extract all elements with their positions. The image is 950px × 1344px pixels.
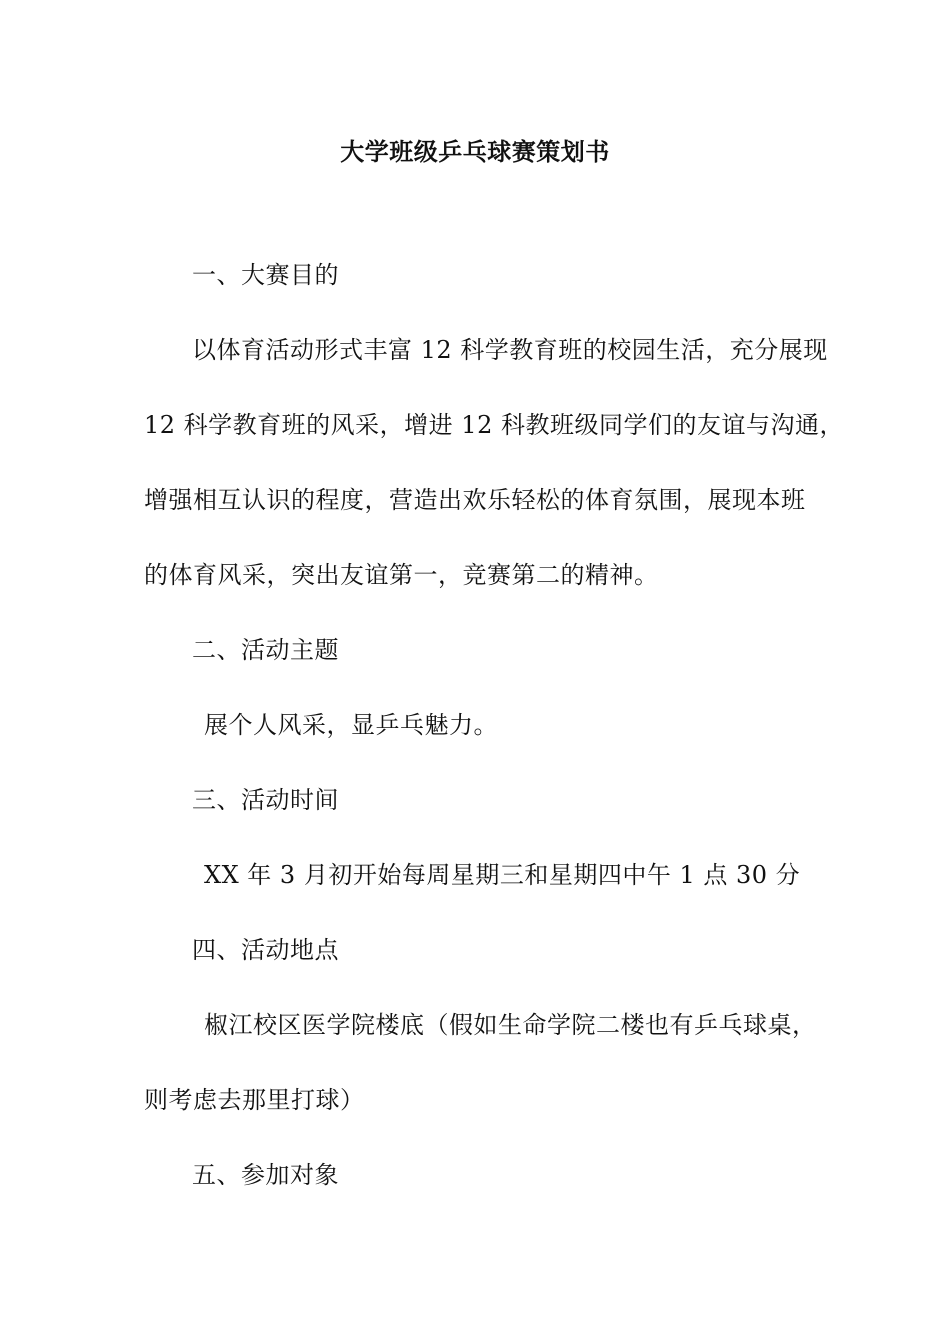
paragraph-line: 展个人风采，显乒乓魅力。 (204, 711, 498, 739)
paragraph-line: 椒江校区医学院楼底（假如生命学院二楼也有乒乓球桌， (204, 1011, 817, 1039)
section-heading-purpose: 一、大赛目的 (192, 261, 339, 289)
section-heading-participants: 五、参加对象 (192, 1161, 339, 1189)
paragraph-line: 的体育风采，突出友谊第一，竞赛第二的精神。 (144, 561, 659, 589)
section-heading-theme: 二、活动主题 (192, 636, 339, 664)
paragraph-line: 增强相互认识的程度，营造出欢乐轻松的体育氛围，展现本班 (144, 486, 806, 514)
document-title: 大学班级乒乓球赛策划书 (340, 137, 610, 166)
paragraph-line: 12 科学教育班的风采，增进 12 科教班级同学们的友谊与沟通， (144, 411, 844, 439)
paragraph-line: XX 年 3 月初开始每周星期三和星期四中午 1 点 30 分 (204, 861, 801, 889)
section-heading-location: 四、活动地点 (192, 936, 339, 964)
paragraph-line: 则考虑去那里打球） (144, 1086, 365, 1114)
paragraph-line: 以体育活动形式丰富 12 科学教育班的校园生活，充分展现 (192, 336, 828, 364)
section-heading-time: 三、活动时间 (192, 786, 339, 814)
